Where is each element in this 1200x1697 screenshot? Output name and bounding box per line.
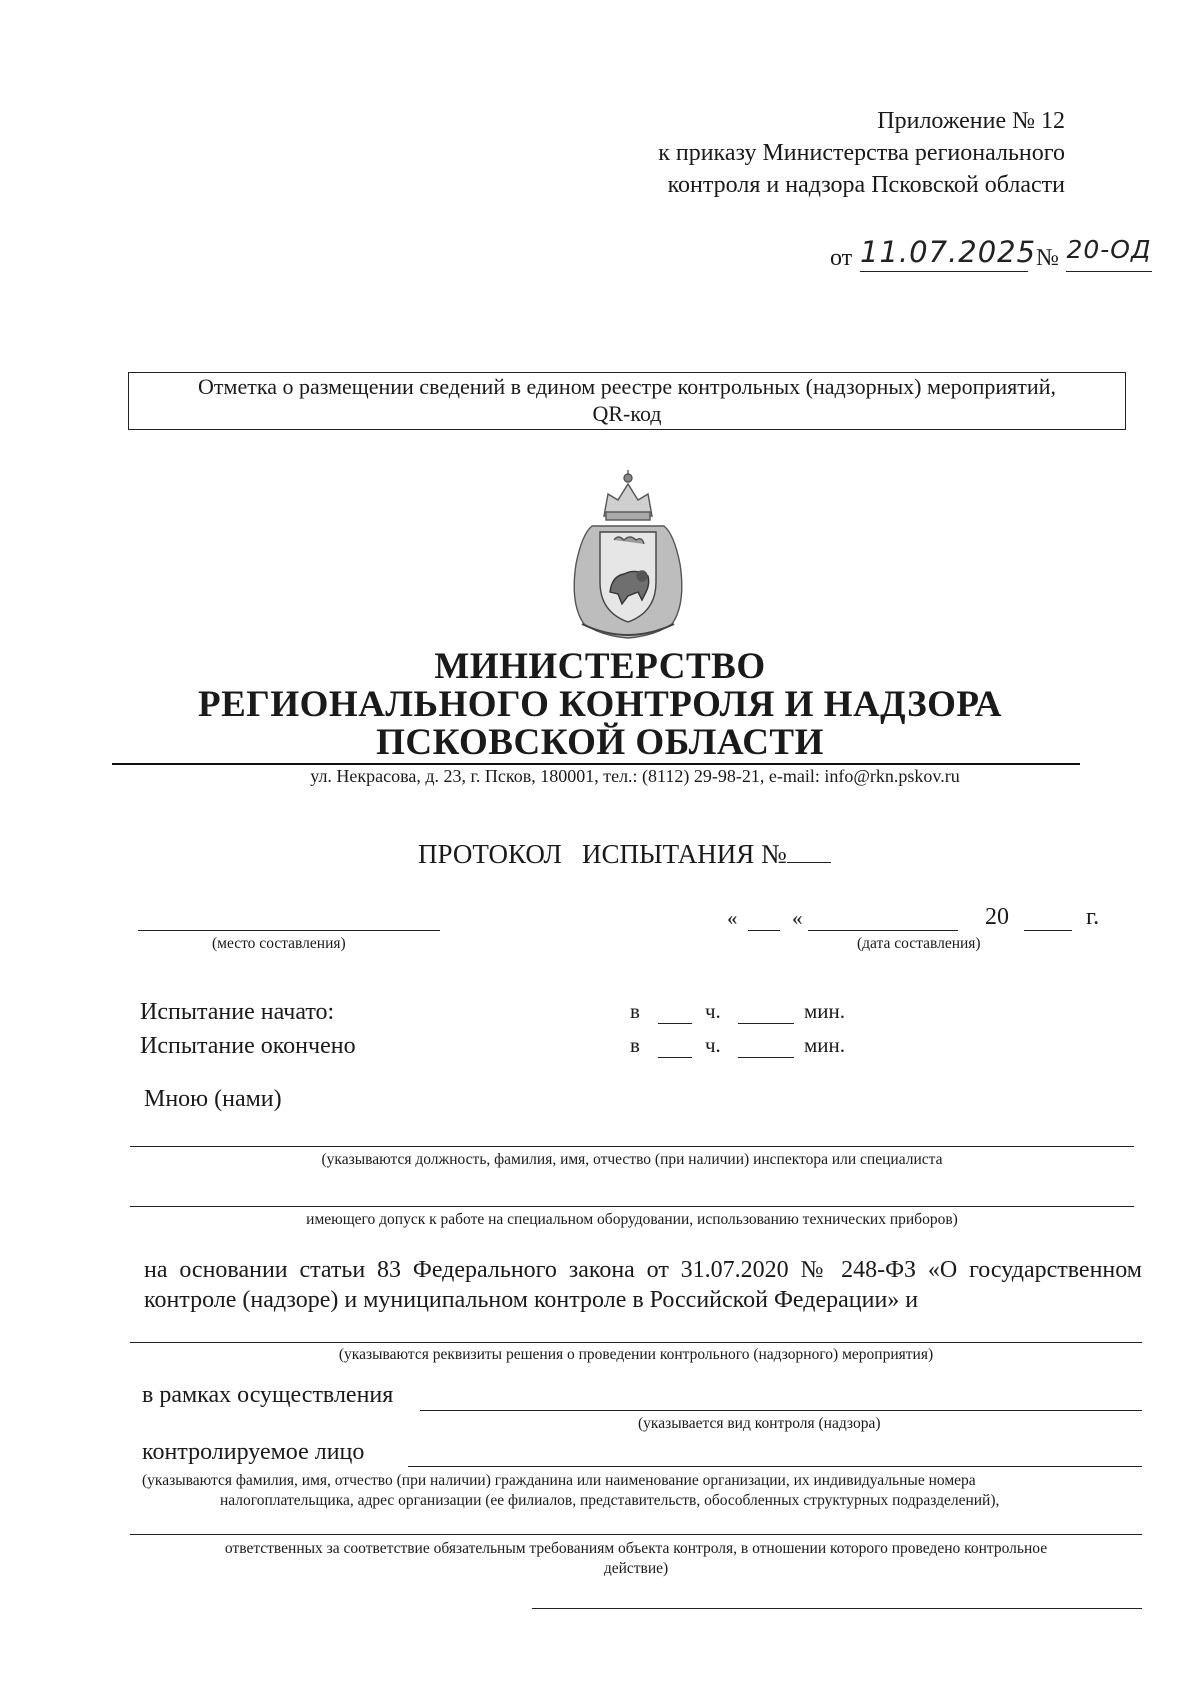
end-hours-unit: ч. xyxy=(705,1033,721,1057)
ministry-heading xyxy=(0,648,1200,762)
date-quote-close: « xyxy=(792,906,803,930)
date-caption: (дата составления) xyxy=(857,935,981,952)
place-blank-line xyxy=(138,930,440,931)
controlled-person-label: контролируемое лицо xyxy=(142,1439,365,1465)
controlled-caption-line1: (указываются фамилия, имя, отчество (при наличии) гражданина или наименование организации, их индивидуальные номера xyxy=(142,1472,976,1489)
timing-fields xyxy=(630,995,870,1065)
basis-line2: контроле (надзоре) и муниципальном контроле в Российской Федерации» и xyxy=(144,1287,919,1313)
registry-box xyxy=(128,372,1126,430)
timing-labels xyxy=(140,995,356,1063)
ministry-heading-line1: МИНИСТЕРСТВО xyxy=(434,646,766,687)
inspector-blank-line xyxy=(130,1146,1134,1147)
inspector-caption-2: имеющего допуск к работе на специальном оборудовании, использованию технических приборов) xyxy=(306,1211,958,1228)
framework-label: в рамках осуществления xyxy=(142,1382,394,1408)
inspector-caption: (указываются должность, фамилия, имя, отчество (при наличии) инспектора или специалиста xyxy=(321,1151,943,1168)
control-type-blank-line xyxy=(420,1410,1142,1411)
appendix-number: Приложение № 12 xyxy=(877,108,1065,134)
year-blank-line xyxy=(1024,930,1072,931)
controlled-caption-line4: действие) xyxy=(603,1560,669,1577)
ministry-heading-line2: РЕГИОНАЛЬНОГО КОНТРОЛЯ И НАДЗОРА xyxy=(198,684,1002,725)
protocol-title: ПРОТОКОЛ ИСПЫТАНИЯ № xyxy=(418,839,787,869)
ministry-address: ул. Некрасова, д. 23, г. Псков, 180001, тел.: (8112) 29-98-21, e-mail: info@rkn.pskov.ru xyxy=(310,766,960,786)
end-minutes-blank xyxy=(738,1057,794,1058)
order-date-number xyxy=(830,235,1170,275)
appendix-ministry-ref: контроля и надзора Псковской области xyxy=(667,172,1065,198)
start-at: в xyxy=(630,999,640,1023)
end-minutes-unit: мин. xyxy=(804,1033,846,1057)
start-hours-unit: ч. xyxy=(705,999,721,1023)
basis-text xyxy=(144,1255,1142,1315)
end-hours-blank xyxy=(658,1057,692,1058)
controlled-person-blank-line-2 xyxy=(130,1534,1142,1535)
registry-box-qr-label: QR-код xyxy=(592,401,662,426)
start-minutes-blank xyxy=(738,1023,794,1024)
controlled-person-blank-line xyxy=(408,1466,1142,1467)
coat-of-arms-emblem xyxy=(562,464,694,642)
test-started-label: Испытание начато: xyxy=(140,999,335,1025)
year-prefix: 20 xyxy=(985,904,1009,930)
handwritten-date: 11.07.2025 xyxy=(860,235,1028,272)
appendix-order-ref: к приказу Министерства регионального xyxy=(658,140,1065,166)
place-caption: (место составления) xyxy=(212,935,346,952)
protocol-number-blank xyxy=(787,838,831,863)
number-label: № xyxy=(1036,245,1059,271)
year-suffix: г. xyxy=(1086,904,1100,930)
final-blank-line xyxy=(532,1608,1142,1609)
ministry-heading-line3: ПСКОВСКОЙ ОБЛАСТИ xyxy=(376,722,824,763)
controlled-person-caption xyxy=(142,1471,1142,1511)
start-hours-blank xyxy=(658,1023,692,1024)
controlled-caption-line2: налогоплательщика, адрес организации (ее филиалов, представительств, обособленных структурных подразделений), xyxy=(220,1492,1000,1509)
protocol-title-wrap xyxy=(418,838,831,870)
decision-blank-line xyxy=(130,1342,1142,1343)
test-ended-label: Испытание окончено xyxy=(140,1033,356,1059)
start-minutes-unit: мин. xyxy=(804,999,846,1023)
appendix-block xyxy=(658,105,1065,201)
handwritten-number: 20-ОД xyxy=(1066,235,1152,272)
date-quote-open: « xyxy=(727,906,738,930)
controlled-caption-line3: ответственных за соответствие обязательным требованиям объекта контроля, в отношении которого проведено контрольное xyxy=(224,1540,1048,1557)
day-blank-line xyxy=(748,930,780,931)
basis-line1: на основании статьи 83 Федерального закона от 31.07.2020 № 248-ФЗ «О государственном xyxy=(144,1257,1142,1283)
controlled-person-caption-2 xyxy=(130,1539,1142,1579)
from-label: от xyxy=(830,245,853,271)
month-blank-line xyxy=(808,930,958,931)
decision-caption: (указываются реквизиты решения о проведении контрольного (надзорного) мероприятия) xyxy=(338,1346,934,1363)
inspector-blank-line-2 xyxy=(130,1206,1134,1207)
control-type-caption: (указывается вид контроля (надзора) xyxy=(638,1415,881,1432)
heading-rule xyxy=(112,763,1080,765)
by-label: Мною (нами) xyxy=(144,1086,282,1112)
end-at: в xyxy=(630,1033,640,1057)
registry-box-line1: Отметка о размещении сведений в едином реестре контрольных (надзорных) мероприятий, xyxy=(198,374,1056,399)
